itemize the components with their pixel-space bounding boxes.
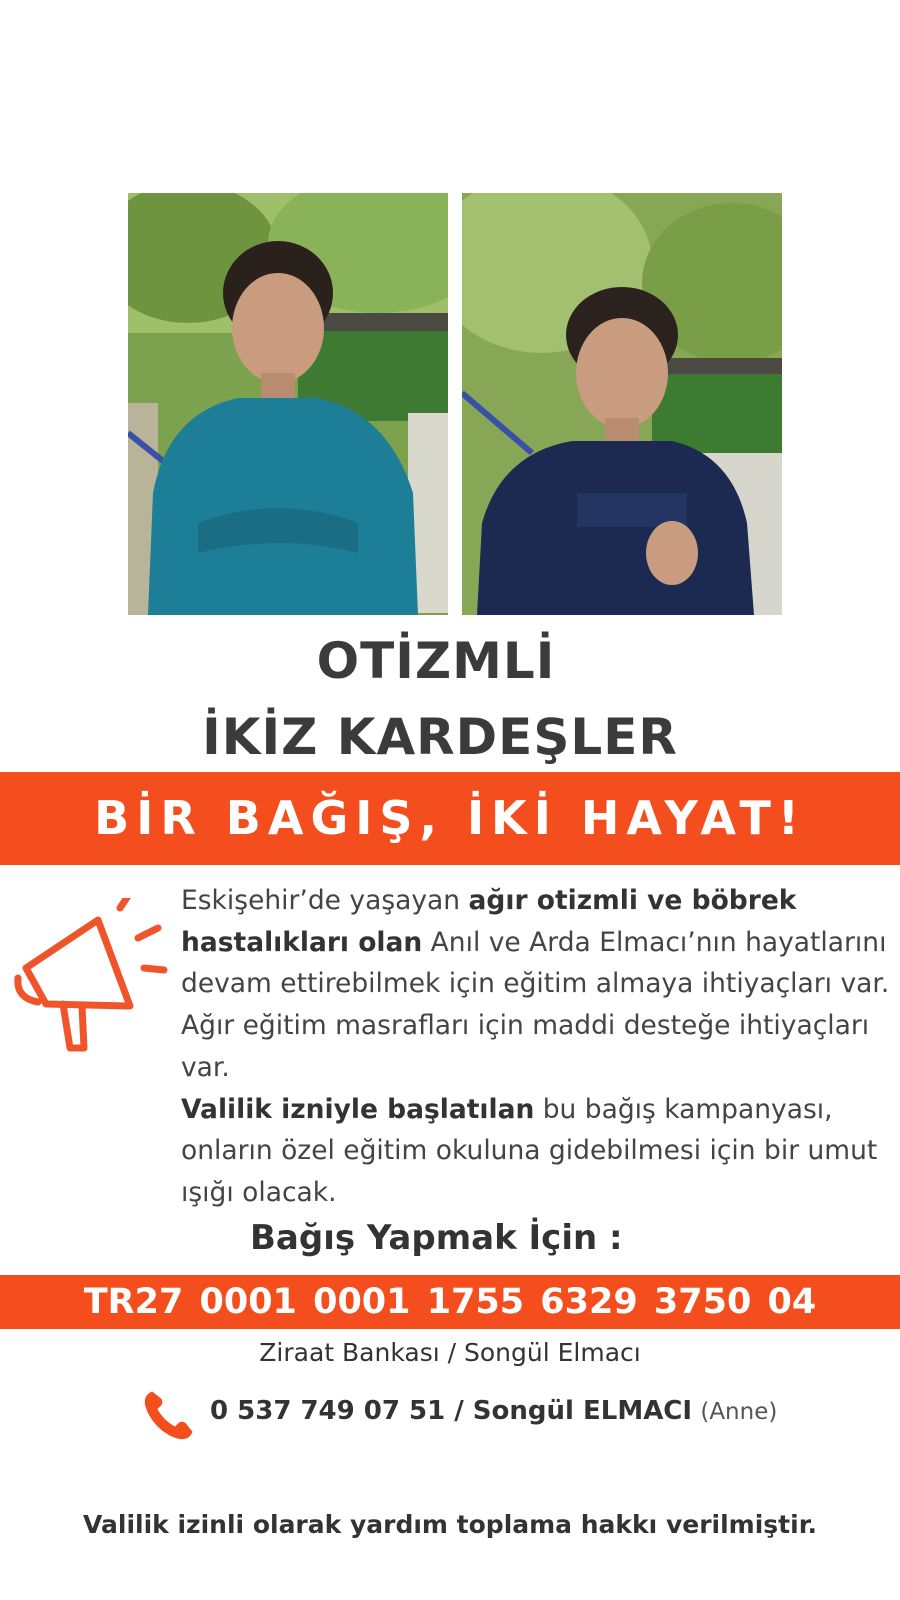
highlight-permission: Valilik izniyle başlatılan <box>181 1093 535 1125</box>
slogan-banner <box>0 772 900 865</box>
iban-text: TR27 0001 0001 1755 6329 3750 04 <box>83 1282 817 1322</box>
donate-heading: Bağış Yapmak İçin : <box>250 1218 623 1258</box>
description-paragraph-1: Eskişehir’de yaşayan ağır otizmli ve böbrek hastalıkları olan Anıl ve Arda Elmacı’nın hayatlarını devam ettirebilmek için eğitim almaya ihtiyaçları var. Ağır eğitim masrafları için maddi desteğe ihtiyaçları var. <box>181 885 890 1083</box>
iban-banner <box>0 1275 900 1329</box>
slogan-text: BİR BAĞIŞ, İKİ HAYAT! <box>94 791 806 845</box>
phone-number[interactable]: 0 537 749 07 51 / Songül ELMACI <box>210 1396 693 1426</box>
photo-left <box>128 193 448 615</box>
description-paragraph-2: Valilik izniyle başlatılan bu bağış kampanyası, onların özel eğitim okuluna gidebilmesi için bir umut ışığı olacak. <box>181 1093 878 1208</box>
footer-notice: Valilik izinli olarak yardım toplama hakkı verilmiştir. <box>83 1510 817 1539</box>
contact-relation: (Anne) <box>700 1399 778 1425</box>
description-text <box>181 880 891 1214</box>
title-line-2: İKİZ KARDEŞLER <box>202 708 678 766</box>
bank-account-holder: Ziraat Bankası / Songül Elmacı <box>259 1338 641 1367</box>
highlight-condition: ağır otizmli ve böbrek hastalıkları olan <box>181 885 797 958</box>
title-line-1: OTİZMLİ <box>316 632 556 690</box>
megaphone-icon <box>8 898 168 1058</box>
photo-right <box>462 193 782 615</box>
phone-icon <box>140 1388 196 1444</box>
contact-row <box>140 1386 860 1446</box>
